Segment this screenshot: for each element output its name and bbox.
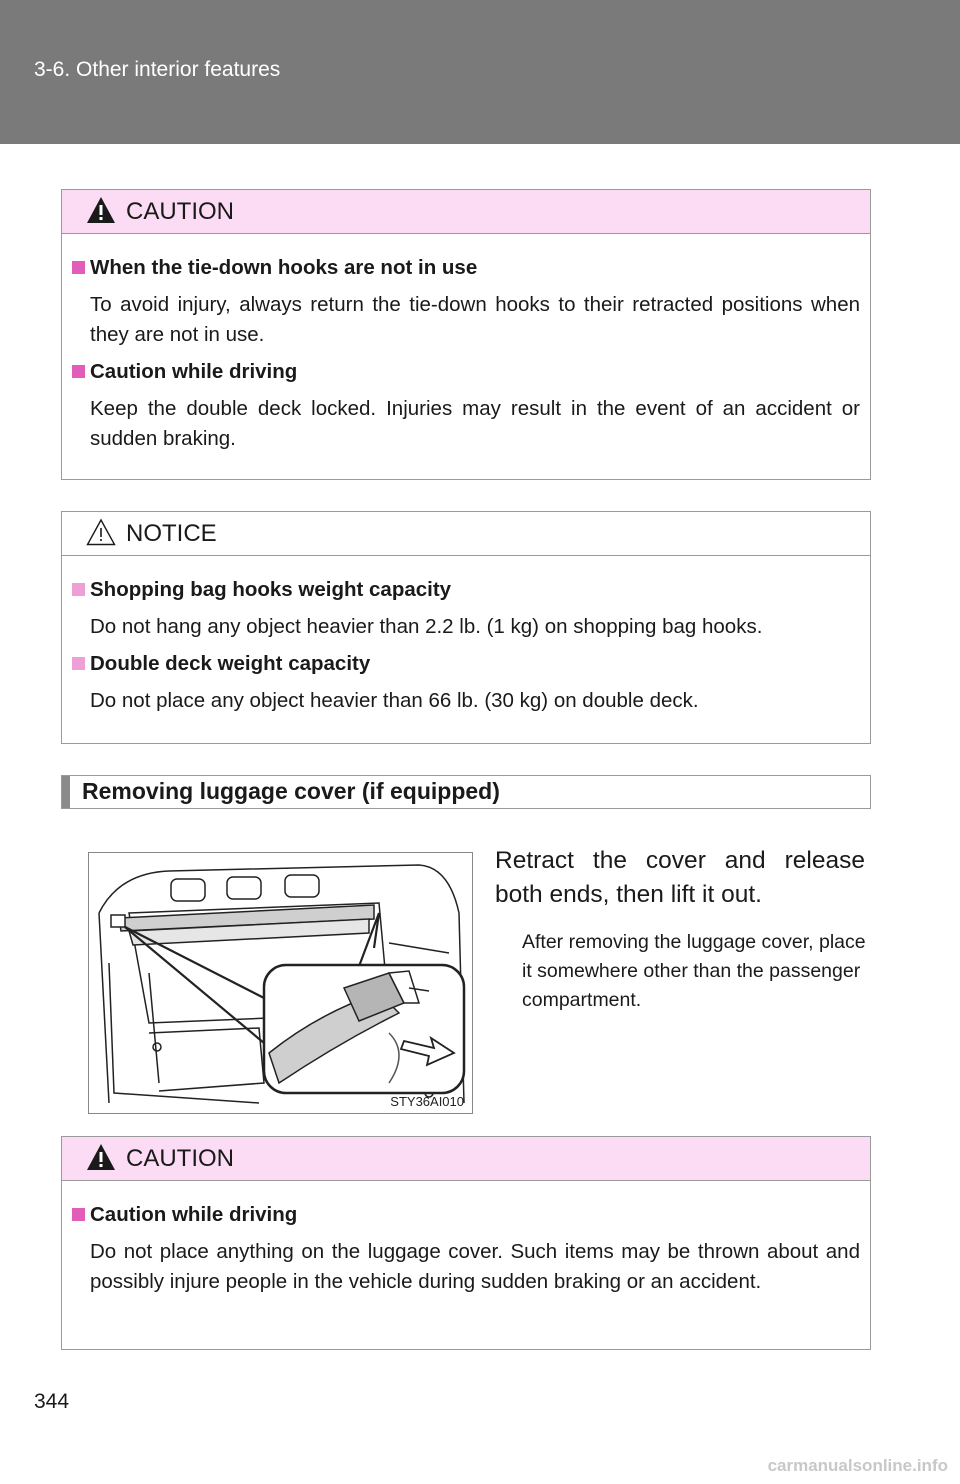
caution-box bbox=[61, 1136, 871, 1350]
section-heading bbox=[61, 775, 871, 809]
bullet-square-icon bbox=[72, 261, 85, 274]
instruction-text: Retract the cover and release both ends, then lift it out. bbox=[495, 847, 865, 908]
caution-text: Keep the double deck locked. Injuries may result in the event of an accident or sudden braking. bbox=[90, 397, 860, 450]
bullet-square-icon bbox=[72, 583, 85, 596]
luggage-cover-illustration bbox=[88, 852, 473, 1114]
notice-text: Do not place any object heavier than 66 lb. (30 kg) on double deck. bbox=[90, 689, 699, 712]
notice-subheading: Shopping bag hooks weight capacity bbox=[72, 576, 860, 604]
warning-icon bbox=[86, 1143, 116, 1171]
notice-subheading: Double deck weight capacity bbox=[72, 650, 860, 678]
bullet-square-icon bbox=[72, 657, 85, 670]
notice-box bbox=[61, 511, 871, 744]
section-breadcrumb: 3-6. Other interior features bbox=[34, 58, 281, 81]
section-heading-text: Removing luggage cover (if equipped) bbox=[82, 778, 500, 804]
notice-warning-icon bbox=[86, 518, 116, 546]
notice-text: Do not hang any object heavier than 2.2 lb. (1 kg) on shopping bag hooks. bbox=[90, 615, 763, 638]
notice-title: NOTICE bbox=[126, 520, 217, 547]
caution-title: CAUTION bbox=[126, 198, 234, 225]
warning-icon bbox=[86, 196, 116, 224]
caution-header bbox=[62, 190, 870, 234]
bullet-square-icon bbox=[72, 365, 85, 378]
cargo-area-drawing bbox=[89, 853, 473, 1114]
page-number: 344 bbox=[34, 1390, 70, 1413]
watermark-text: carmanualsonline.info bbox=[767, 1456, 948, 1475]
caution-header bbox=[62, 1137, 870, 1181]
caution-text: To avoid injury, always return the tie-down hooks to their retracted positions when they are not in use. bbox=[90, 293, 860, 346]
caution-subheading: Caution while driving bbox=[72, 1201, 860, 1229]
figure-code: STY36AI010 bbox=[390, 1094, 464, 1109]
instruction-note: After removing the luggage cover, place it somewhere other than the passenger compartment. bbox=[522, 931, 866, 1011]
notice-header bbox=[62, 512, 870, 556]
caution-text: Do not place anything on the luggage cover. Such items may be thrown about and possibly injure people in the vehicle during sudden braking or an accident. bbox=[90, 1240, 860, 1293]
caution-subheading: Caution while driving bbox=[72, 358, 860, 386]
page-header bbox=[0, 0, 960, 144]
caution-box bbox=[61, 189, 871, 480]
caution-subheading: When the tie-down hooks are not in use bbox=[72, 254, 860, 282]
section-heading-bar bbox=[62, 776, 70, 808]
bullet-square-icon bbox=[72, 1208, 85, 1221]
caution-title: CAUTION bbox=[126, 1145, 234, 1172]
